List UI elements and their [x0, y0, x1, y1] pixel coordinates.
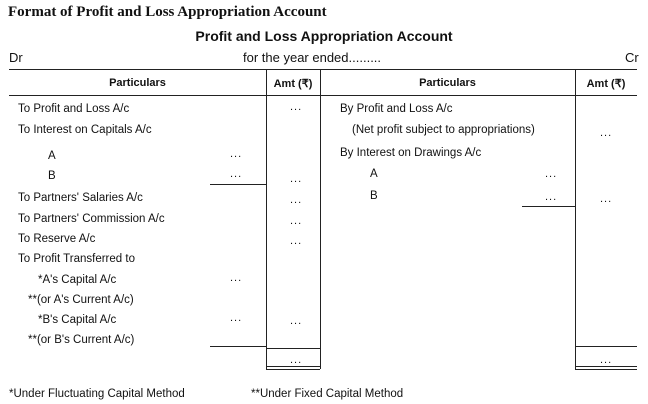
debit-a-current: **(or A's Current A/c)	[28, 294, 134, 306]
footnote-fixed: **Under Fixed Capital Method	[251, 388, 404, 400]
total-rule	[266, 348, 320, 349]
amount-placeholder: ...	[290, 194, 303, 206]
debit-profit-transferred: To Profit Transferred to	[18, 253, 135, 265]
amount-placeholder: ...	[290, 235, 303, 247]
amount-placeholder: ...	[545, 191, 558, 203]
subtotal-rule	[522, 206, 575, 207]
debit-partner-b: B	[48, 170, 56, 182]
debit-a-capital: *A's Capital A/c	[38, 274, 117, 286]
left-amt-divider	[266, 69, 267, 369]
particulars-header-right: Particulars	[419, 77, 476, 89]
amount-placeholder: ...	[230, 168, 243, 180]
cr-label: Cr	[625, 50, 639, 65]
amount-placeholder: ...	[290, 101, 303, 113]
debit-partner-a: A	[48, 150, 56, 162]
credit-profit-loss: By Profit and Loss A/c	[340, 103, 453, 115]
amount-placeholder: ...	[290, 215, 303, 227]
amt-header-right: Amt (₹)	[586, 78, 626, 90]
debit-reserve: To Reserve A/c	[18, 233, 96, 245]
credit-partner-a: A	[370, 168, 378, 180]
debit-b-capital: *B's Capital A/c	[38, 314, 117, 326]
credit-interest-drawings: By Interest on Drawings A/c	[340, 147, 482, 159]
page-heading: Format of Profit and Loss Appropriation Account	[8, 4, 327, 20]
dr-label: Dr	[9, 50, 23, 65]
amount-placeholder: ...	[230, 148, 243, 160]
center-divider	[320, 69, 321, 369]
total-double-rule	[575, 369, 637, 370]
footnote-fluctuating: *Under Fluctuating Capital Method	[9, 388, 185, 400]
total-double-rule	[266, 366, 320, 367]
amount-placeholder: ...	[600, 193, 613, 205]
total-double-rule	[575, 366, 637, 367]
period-subtitle: for the year ended.........	[243, 50, 382, 65]
total-placeholder-right: ...	[600, 354, 613, 366]
debit-b-current: **(or B's Current A/c)	[28, 334, 135, 346]
total-placeholder-left: ...	[290, 354, 303, 366]
credit-partner-b: B	[370, 190, 378, 202]
debit-commission: To Partners' Commission A/c	[18, 213, 165, 225]
amount-placeholder: ...	[290, 315, 303, 327]
amount-placeholder: ...	[230, 272, 243, 284]
total-double-rule	[266, 369, 320, 370]
subtotal-rule	[210, 346, 266, 347]
right-amt-divider	[575, 69, 576, 369]
amount-placeholder: ...	[600, 127, 613, 139]
amount-placeholder: ...	[545, 168, 558, 180]
debit-profit-loss: To Profit and Loss A/c	[18, 103, 130, 115]
account-title: Profit and Loss Appropriation Account	[195, 28, 453, 44]
header-bottom-rule	[9, 95, 637, 96]
amt-header-left: Amt (₹)	[273, 78, 313, 90]
subtotal-rule	[210, 184, 266, 185]
debit-interest-capitals: To Interest on Capitals A/c	[18, 124, 152, 136]
particulars-header-left: Particulars	[109, 77, 166, 89]
debit-salaries: To Partners' Salaries A/c	[18, 192, 143, 204]
amount-placeholder: ...	[290, 173, 303, 185]
table-top-rule	[9, 69, 637, 70]
total-rule	[575, 346, 637, 347]
credit-net-profit: (Net profit subject to appropriations)	[352, 124, 535, 136]
amount-placeholder: ...	[230, 312, 243, 324]
